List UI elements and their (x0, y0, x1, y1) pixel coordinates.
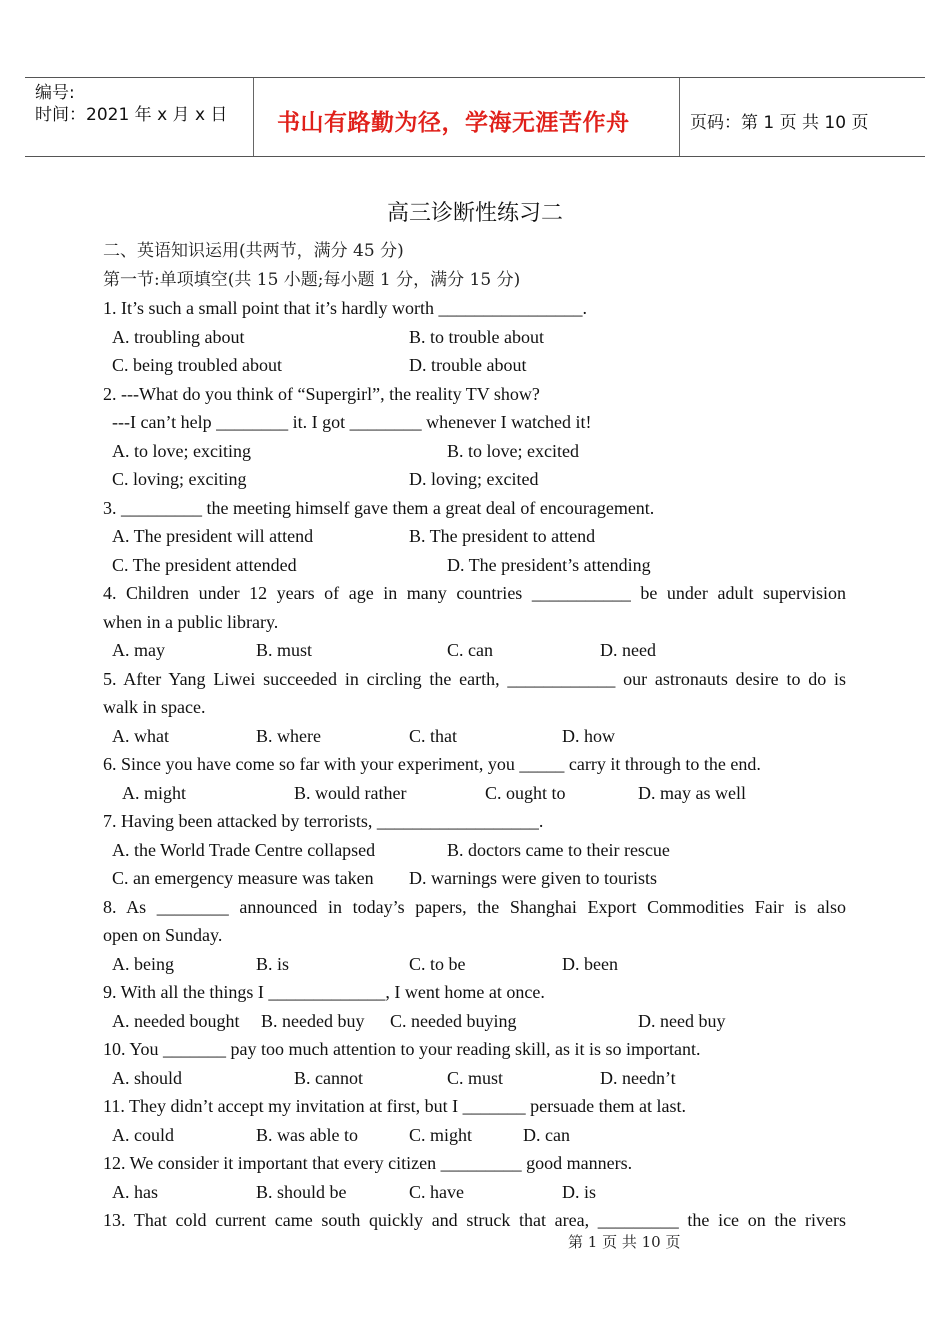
header-page-number: 页码：第 1 页 共 10 页 (690, 113, 869, 133)
header-motto: 书山有路勤为径，学海无涯苦作舟 (277, 110, 630, 136)
option-row (103, 950, 846, 979)
option-d: D. how (562, 725, 615, 746)
question-text: 12. We consider it important that every citizen _________ good manners. (103, 1153, 633, 1173)
question-text: ---I can’t help ________ it. I got ________ whenever I watched it! (112, 412, 592, 432)
question-text: 4. Children under 12 years of age in many countries ___________ be under adult supervision (103, 583, 846, 603)
option-b: B. should be (256, 1181, 347, 1202)
question-text: 10. You _______ pay too much attention to your reading skill, as it is so important. (103, 1039, 701, 1059)
option-c: C. must (447, 1067, 504, 1088)
option-c: C. ought to (485, 782, 566, 803)
time-label: 时间：2021 年 x 月 x 日 (35, 105, 228, 125)
option-a: A. has (112, 1181, 158, 1202)
option-b: B. where (256, 725, 321, 746)
option-row (103, 1064, 846, 1093)
option-row (103, 437, 846, 466)
option-c: C. that (409, 725, 457, 746)
number-label: 编号: (35, 83, 75, 103)
option-row (103, 551, 846, 580)
option-row (103, 351, 846, 380)
question-text: 3. _________ the meeting himself gave them a great deal of encouragement. (103, 497, 655, 518)
option-a: A. the World Trade Centre collapsed (112, 839, 376, 860)
option-d: D. need buy (638, 1010, 726, 1031)
question-text: 1. It’s such a small point that it’s hardly worth ________________. (103, 298, 587, 318)
page-header (25, 77, 925, 157)
section-subheading: 第一节:单项填空(共 15 小题;每小题 1 分，满分 15 分) (103, 269, 521, 290)
option-d: D. trouble about (409, 355, 527, 375)
option-d: D. can (523, 1124, 570, 1145)
option-a: A. to love; exciting (112, 440, 251, 461)
question-text: 2. ---What do you think of “Supergirl”, the reality TV show? (103, 383, 540, 404)
option-d: D. may as well (638, 782, 746, 803)
question-text: 11. They didn’t accept my invitation at first, but I _______ persuade them at last. (103, 1096, 687, 1116)
question-text: 9. With all the things I _____________, I went home at once. (103, 982, 545, 1002)
option-c: C. The president attended (112, 554, 297, 575)
option-b: B. was able to (256, 1124, 358, 1145)
option-row (103, 465, 846, 494)
section-heading: 二、英语知识运用(共两节，满分 45 分) (103, 241, 404, 261)
option-c: C. might (409, 1124, 473, 1145)
option-row (103, 522, 846, 551)
option-b: B. to love; excited (447, 440, 579, 461)
header-meta (35, 82, 227, 126)
question-text: 5. After Yang Liwei succeeded in circling the earth, ____________ our astronauts desire to do is (103, 668, 846, 689)
question-text: when in a public library. (103, 611, 279, 632)
option-d: D. is (562, 1181, 597, 1202)
option-a: A. may (112, 640, 165, 660)
option-d: D. loving; excited (409, 469, 539, 489)
question-text: 13. That cold current came south quickly and struck that area, _________ the ice on the rivers (103, 1210, 846, 1230)
option-a: A. what (112, 725, 169, 746)
option-a: A. being (112, 953, 174, 974)
option-b: B. is (256, 953, 290, 974)
option-row (103, 636, 846, 665)
option-a: A. needed bought (112, 1010, 240, 1031)
option-row (103, 1007, 846, 1036)
header-divider (679, 78, 680, 156)
option-a: A. could (112, 1124, 174, 1145)
option-a: A. The president will attend (112, 526, 314, 546)
option-row (103, 836, 846, 865)
option-a: A. might (122, 782, 187, 803)
option-b: B. The president to attend (409, 526, 596, 546)
option-row (103, 864, 846, 893)
question-text: 7. Having been attacked by terrorists, __________________. (103, 811, 544, 831)
header-divider (253, 78, 254, 156)
option-d: D. been (562, 953, 618, 974)
option-b: B. would rather (294, 782, 407, 803)
option-c: C. loving; exciting (112, 469, 247, 489)
option-c: C. an emergency measure was taken (112, 868, 374, 888)
option-c: C. can (447, 640, 493, 660)
option-row (103, 779, 846, 808)
option-a: A. should (112, 1067, 183, 1088)
option-d: D. need (600, 640, 656, 660)
question-text: 6. Since you have come so far with your experiment, you _____ carry it through to the end. (103, 754, 761, 774)
option-c: C. needed buying (390, 1010, 517, 1031)
option-c: C. have (409, 1181, 464, 1202)
option-d: D. warnings were given to tourists (409, 868, 657, 888)
option-b: B. cannot (294, 1067, 363, 1088)
option-b: B. to trouble about (409, 326, 544, 347)
option-row (103, 1178, 846, 1207)
option-d: D. The president’s attending (447, 554, 651, 575)
option-row (103, 1121, 846, 1150)
option-d: D. needn’t (600, 1067, 676, 1088)
option-row (103, 323, 846, 352)
document-title: 高三诊断性练习二 (386, 201, 563, 226)
option-c: C. being troubled about (112, 355, 282, 375)
footer-page-number: 第 1 页 共 10 页 (568, 1233, 681, 1251)
option-b: B. must (256, 640, 313, 660)
question-text: 8. As ________ announced in today’s papers, the Shanghai Export Commodities Fair is also (103, 896, 846, 917)
question-list (103, 237, 846, 1235)
option-c: C. to be (409, 953, 466, 974)
option-row (103, 722, 846, 751)
option-b: B. doctors came to their rescue (447, 839, 670, 860)
option-b: B. needed buy (261, 1010, 365, 1031)
question-text: walk in space. (103, 697, 206, 717)
option-a: A. troubling about (112, 326, 245, 347)
question-text: open on Sunday. (103, 925, 223, 945)
